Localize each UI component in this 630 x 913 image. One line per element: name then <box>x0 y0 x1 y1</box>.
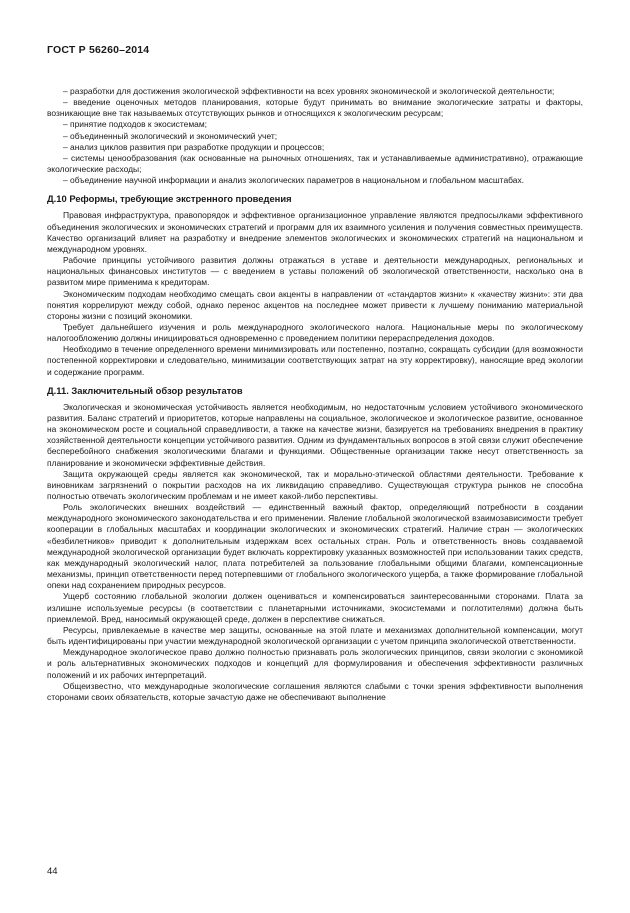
paragraph: Правовая инфраструктура, правопорядок и эффективное организационное управление являются предпосылками эффективного объединения экологических и экономических стратегий и программ для их взаимного усиления и получения совместных преимуществ. Качество организаций влияет на разработку и внедрение элементов экологических и экономических стратегий на национальном и международном уровнях. <box>47 210 583 254</box>
paragraph: Защита окружающей среды является как экономической, так и морально-этической областями деятельности. Требование к виновникам загрязнений о покрытии расходов на их ликвидацию справедливо. Существующая структура рынков не способна полностью отвечать экологическим проблемам и не имеет какой-либо перспективы. <box>47 468 583 501</box>
document-body <box>47 86 583 703</box>
paragraph: Ущерб состоянию глобальной экологии должен оцениваться и компенсироваться заинтересованными сторонами. Плата за излишне используемые ресурсы (в соответствии с планетарными источниками, экосистемами и поглотителями) должна быть приемлемой. Вред, наносимый окружающей среде, должен в перспективе снижаться. <box>47 591 583 624</box>
page-number: 44 <box>47 866 58 877</box>
paragraph: Международное экологическое право должно полностью признавать роль экологических принципов, связи экологии с экономикой и роль альтернативных экономических подходов и концепций для формулирования и обеспечения эффективности различных положений и их рабочих интерпретаций. <box>47 647 583 680</box>
list-item: – анализ циклов развития при разработке продукции и процессов; <box>63 141 325 152</box>
list-item: – объединение научной информации и анализ экологических параметров в национальном и глобальном масштабах. <box>63 175 525 186</box>
section-heading-d11: Д.11. Заключительный обзор результатов <box>47 384 243 396</box>
list-item: – разработки для достижения экологической эффективности на всех уровнях экономической и экологической деятельности; <box>63 86 555 96</box>
section-heading-d10: Д.10 Реформы, требующие экстренного проведения <box>47 193 292 205</box>
list-item: – введение оценочных методов планирования, которые будут принимать во внимание экологические затраты и факторы, возникающие вне так называемых отсутствующих рынков и относящихся к экологическим ресурсам; <box>47 97 583 119</box>
paragraph: Роль экологических внешних воздействий — единственный важный фактор, определяющий потребности в создании международного экономического законодательства и его применении. Явление глобальной экологической взаимозависимости требует кооперации в глобальных масштабах и координации экологических и экономических стратегий. Наличие стран — экологических «безбилетников» приводит к дополнительным издержкам всех остальных стран. Роль и ответственность вновь создаваемой международной экологической организации будет включать корректировку указанных возможностей при использовании таких средств, как международный экологический налог, плата потребителей за пользование глобальными общими благами, компенсационные механизмы, принцип ответственности перед потерпевшими от глобального экологического ущерба, а также формирование глобальной опеки над сохранением природных ресурсов. <box>47 502 583 591</box>
paragraph: Ресурсы, привлекаемые в качестве мер защиты, основанные на этой плате и механизмах дополнительной компенсации, могут быть идентифицированы при участии международной экологической организации с учетом принципа экологической ответственности. <box>47 624 583 647</box>
paragraph: Экологическая и экономическая устойчивость является необходимым, но недостаточным условием устойчивого экономического развития. Баланс стратегий и приоритетов, которые направлены на социальное, экологическое и экологическое развитие, основанное на экономическом росте и социальной справедливости, а также на качестве жизни, базируется на требованиях внедрения в практику хозяйственной деятельности концепции устойчивого развития. Одним из фундаментальных вопросов в этой связи служит обеспечение бесперебойного снабжения экологическими благами и функциями. Общественные организации также несут ответственность за планирование и экономически эффективные действия. <box>47 401 583 468</box>
paragraph: Необходимо в течение определенного времени минимизировать или постепенно, поэтапно, сокращать субсидии (для возможности постепенной корректировки и следовательно, минимизации соответствующих затрат на эту корректировку), наносящие вред экологии и содержание программ. <box>47 344 583 377</box>
paragraph: Экономическим подходам необходимо смещать свои акценты в направлении от «стандартов жизни» к «качеству жизни»: эти два понятия коррелируют между собой, однако перенос акцентов на последнее может привести к лучшему пониманию материальной стороны жизни с позиций экономики. <box>47 288 583 321</box>
intro-list <box>47 86 583 186</box>
section-d11-body <box>47 402 583 703</box>
section-d10-body <box>47 210 583 377</box>
document-header: ГОСТ Р 56260–2014 <box>47 44 150 56</box>
paragraph: Рабочие принципы устойчивого развития должны отражаться в уставе и деятельности международных, региональных и национальных финансовых институтов — с введением в уставы положений об экологической ответственности, насколько она в развитом мире применима к кредиторам. <box>47 255 583 288</box>
paragraph: Требует дальнейшего изучения и роль международного экологического налога. Национальные меры по экологическому налогообложению должны инициироваться одновременно с проведением политики перераспределения доходов. <box>47 321 583 344</box>
list-item: – объединенный экологический и экономический учет; <box>63 130 278 141</box>
paragraph: Общеизвестно, что международные экологические соглашения являются слабыми с точки зрения эффективности выполнения сторонами своих обязательств, которые зачастую даже не обеспечивают выполнение <box>47 680 583 702</box>
list-item: – принятие подходов к экосистемам; <box>63 119 207 130</box>
list-item: – системы ценообразования (как основанные на рыночных отношениях, так и устанавливаемые административно), отражающие экологические расходы; <box>47 152 583 175</box>
